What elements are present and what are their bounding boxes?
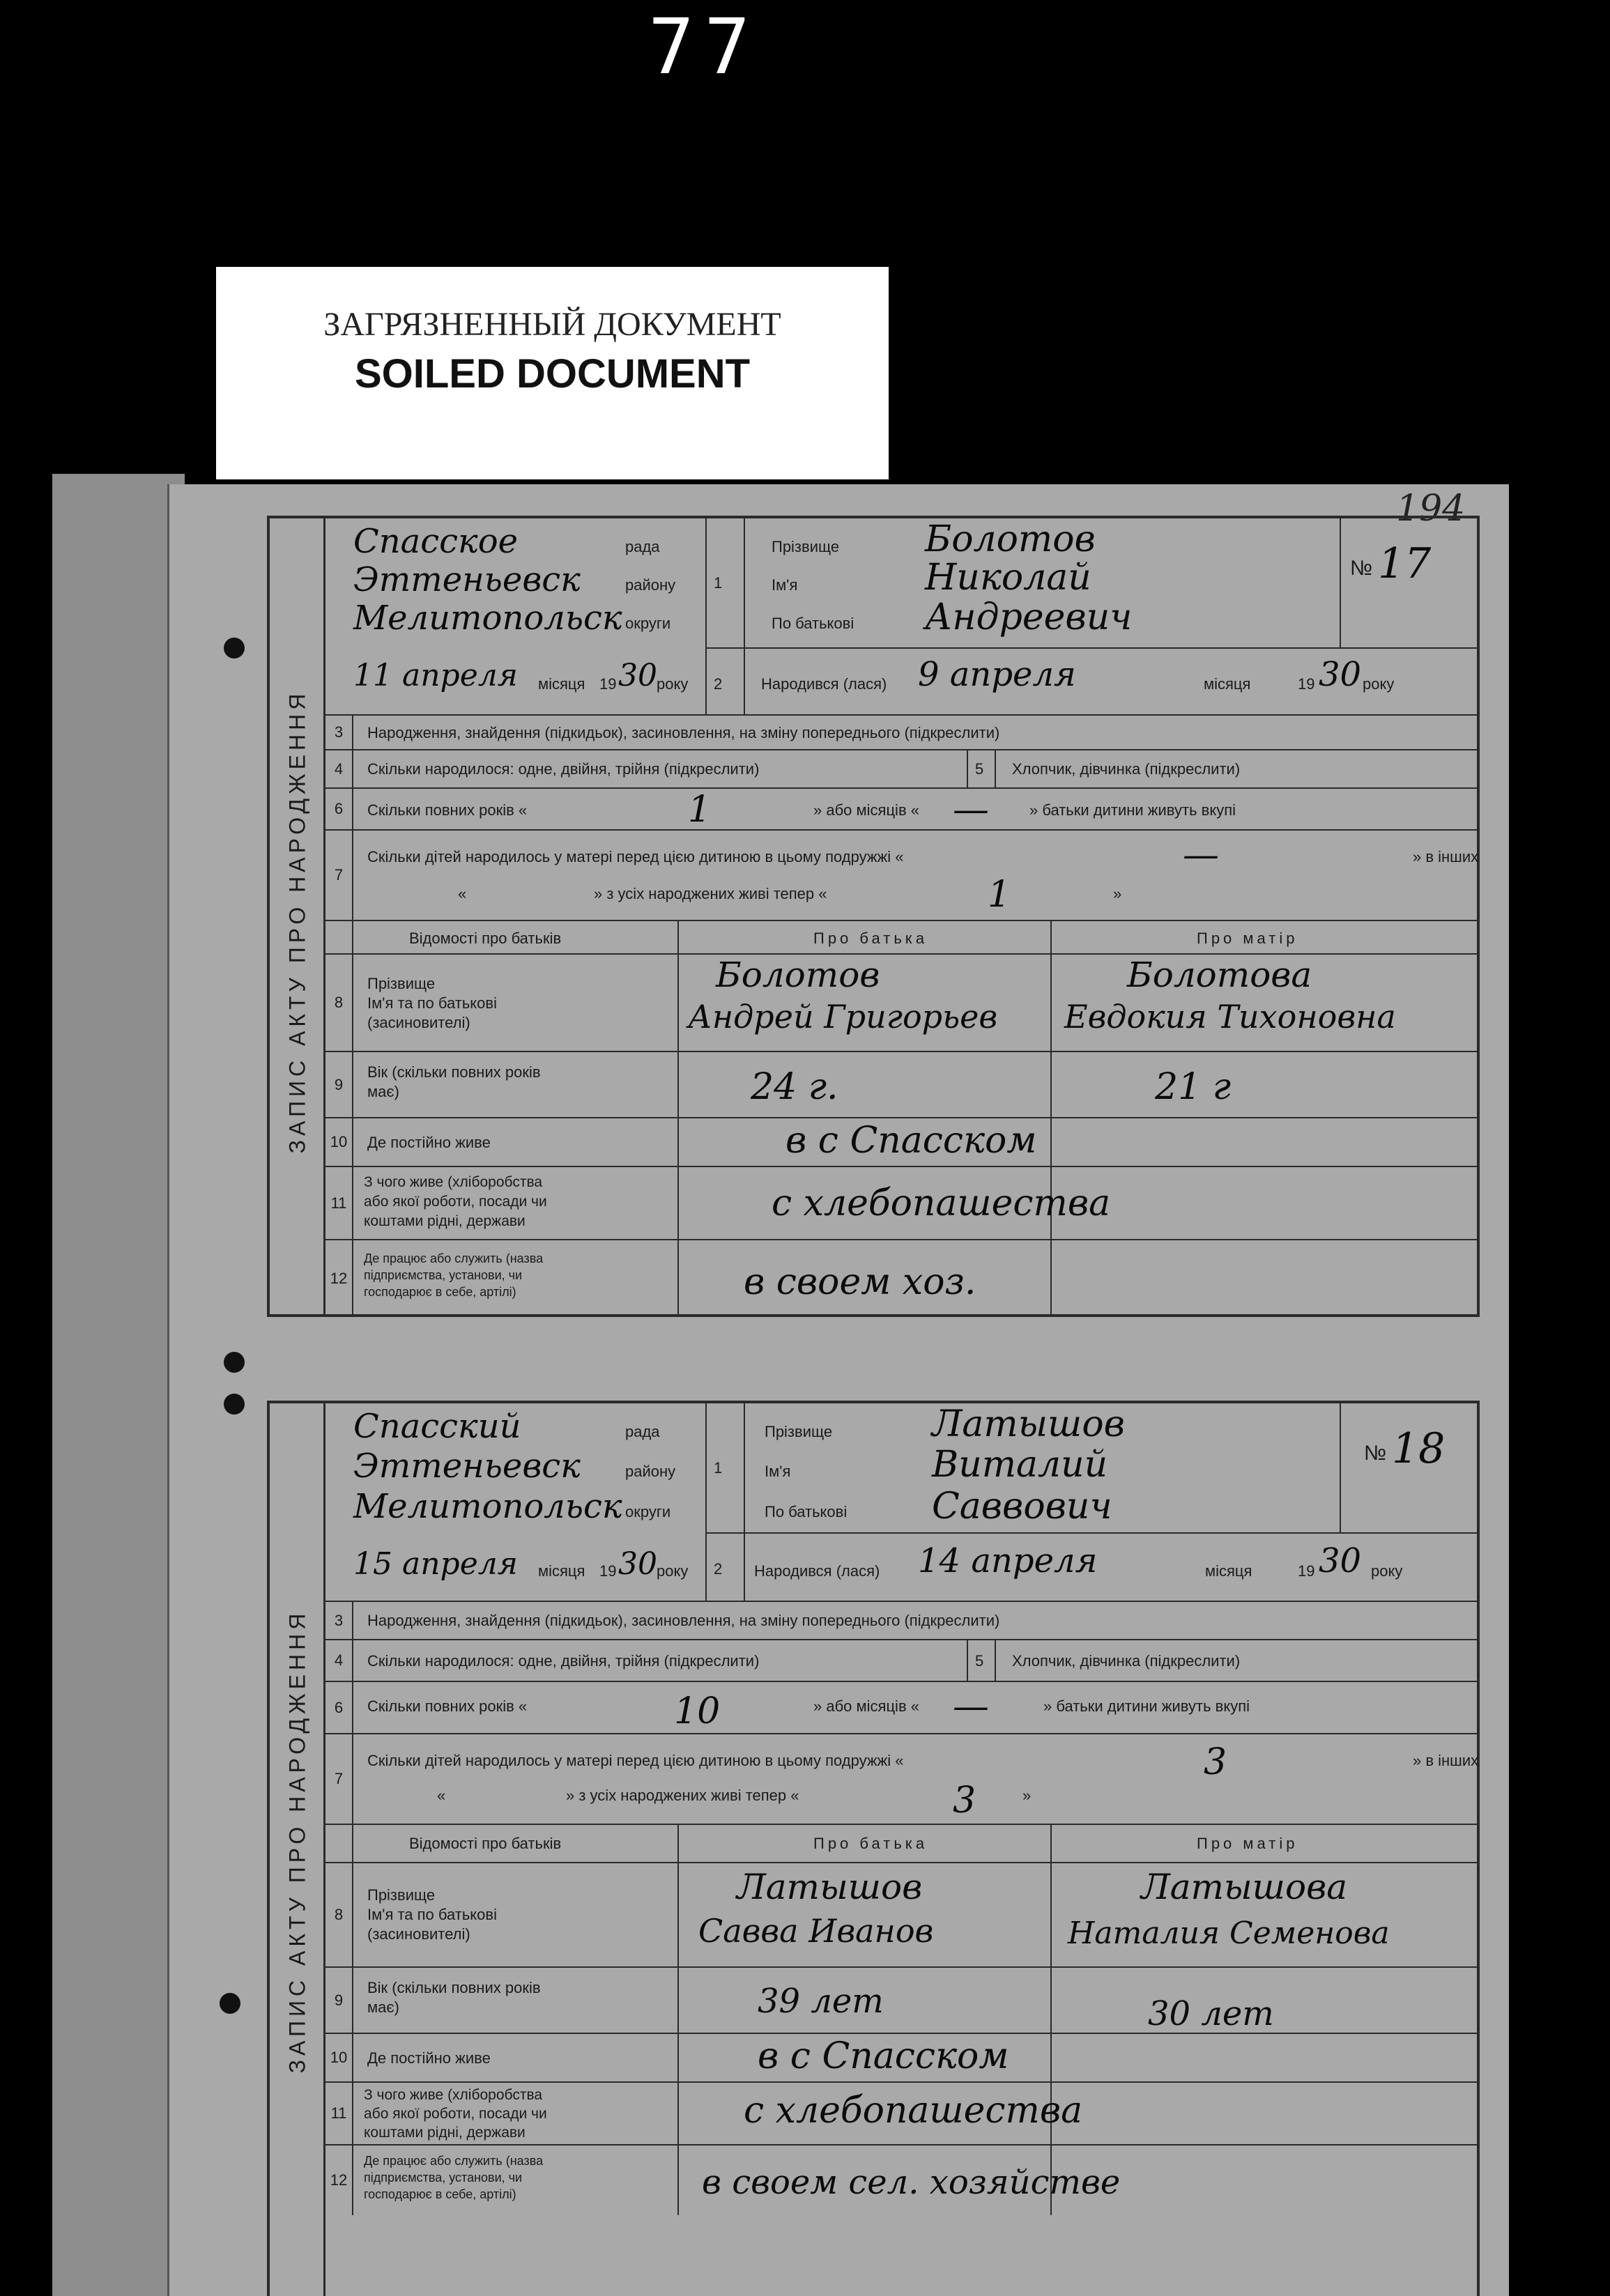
form-label: » батьки дитини живуть вкупі — [1029, 801, 1236, 819]
form-label: 11 — [325, 2083, 353, 2144]
punch-hole — [220, 1993, 240, 2014]
row-6 — [325, 789, 1477, 831]
row-11 — [325, 1167, 1477, 1240]
year-prefix: 19 — [599, 675, 617, 693]
punch-hole — [224, 638, 245, 658]
form-label: Де працює або служить (назва підприємства, установи, чи господарює в себе, артілі) — [364, 2154, 544, 2201]
children-before: 3 — [1204, 1741, 1227, 1783]
form-label: » з усіх народжених живі тепер « — [566, 1787, 799, 1804]
father-name: Андрей Григорьев — [688, 998, 998, 1035]
table-divider — [677, 1167, 679, 1239]
table-divider — [1050, 921, 1052, 953]
birth-year: 30 — [1319, 1541, 1362, 1580]
form-label: Про батька — [813, 930, 928, 947]
form-label: » в інших — [1413, 1752, 1479, 1769]
punch-hole — [224, 1352, 245, 1373]
mother-name: Евдокия Тихоновна — [1064, 998, 1396, 1035]
record-number: 17 — [1378, 539, 1432, 588]
form-label: Вік (скільки повних років має) — [367, 1063, 541, 1100]
table-divider — [1050, 1240, 1052, 1317]
adjacent-page-edge — [52, 474, 185, 2296]
form-label: 3 — [325, 716, 353, 749]
form-label: З чого живе (хліборобства або якої роботи, посади чи коштами рідні, держави — [364, 2087, 547, 2141]
form-label: Де постійно живе — [367, 2049, 491, 2067]
form-label: 8 — [325, 1863, 353, 1966]
patronymic-label: По батькові — [772, 615, 854, 632]
born-label: Народився (лася) — [761, 675, 887, 693]
rada-value: Спасский — [353, 1407, 521, 1446]
register-page — [167, 484, 1509, 2296]
mother-surname: Латышова — [1141, 1867, 1348, 1907]
rada-value: Спасское — [353, 522, 518, 561]
soiled-document-label — [216, 267, 889, 479]
form-label: 8 — [325, 955, 353, 1051]
form-label: Де постійно живе — [367, 1134, 491, 1151]
table-divider — [677, 1968, 679, 2033]
form-label: Вік (скільки повних років має) — [367, 1979, 541, 2016]
row-4-5 — [325, 1640, 1477, 1682]
children-alive: 1 — [988, 874, 1011, 916]
form-label: 10 — [325, 2034, 353, 2081]
birth-date: 14 апреля — [918, 1541, 1098, 1580]
form-label: Хлопчик, дівчинка (підкреслити) — [1012, 1652, 1241, 1670]
form-label: Скільки дітей народилось у матері перед цією дитиною в цьому подружжі « — [367, 1752, 904, 1769]
form-label — [325, 921, 353, 953]
rayon-label: району — [625, 1463, 676, 1480]
children-before: — — [1183, 834, 1219, 876]
months-together: — — [953, 789, 989, 831]
name-label: Ім'я — [772, 576, 798, 594]
work-place: в своем сел. хозяйстве — [702, 2163, 1121, 2202]
row-number: 2 — [714, 1560, 723, 1578]
table-divider — [677, 1825, 679, 1862]
children-alive: 3 — [953, 1780, 976, 1821]
row-7 — [325, 1734, 1477, 1825]
form-label: 5 — [975, 1652, 984, 1670]
table-divider — [744, 518, 745, 714]
form-label: « — [458, 885, 467, 902]
row-9 — [325, 1968, 1477, 2034]
form-label: Хлопчик, дівчинка (підкреслити) — [1012, 760, 1241, 778]
years-together: 1 — [688, 789, 712, 831]
child-patronymic: Андреевич — [925, 596, 1133, 638]
rayon-value: Эттеньевск — [353, 560, 581, 599]
father-surname: Латышов — [737, 1867, 923, 1907]
father-age: 24 г. — [751, 1066, 838, 1108]
table-divider — [1050, 1052, 1052, 1117]
rayon-value: Эттеньевск — [353, 1447, 581, 1486]
form-label: « — [437, 1787, 446, 1804]
row-3 — [325, 1602, 1477, 1640]
child-name: Виталий — [932, 1444, 1108, 1486]
father-age: 39 лет — [758, 1982, 884, 2021]
form-label: » в інших — [1413, 848, 1479, 865]
form-label: Народження, знайдення (підкидьок), засиновлення, на зміну попереднього (підкреслити) — [367, 1612, 1000, 1629]
birth-record — [267, 516, 1480, 1317]
form-label: Про матір — [1197, 930, 1298, 947]
row-10 — [325, 2034, 1477, 2083]
form-label: Прізвище Ім'я та по батькові (засиновителі) — [367, 1886, 497, 1943]
form-label: 4 — [325, 750, 353, 787]
soiled-label-en: SOILED DOCUMENT — [354, 351, 751, 396]
row-4-5 — [325, 750, 1477, 789]
residence: в с Спасском — [785, 1120, 1037, 1162]
registration-date: 11 апреля — [353, 658, 518, 693]
form-label: » або місяців « — [813, 801, 919, 819]
punch-hole — [224, 1394, 245, 1415]
okrug-value: Мелитопольск — [353, 599, 622, 638]
record-side-title: ЗАПИС АКТУ ПРО НАРОДЖЕННЯ — [270, 518, 325, 1314]
table-divider — [1050, 1118, 1052, 1166]
soiled-label-ru: ЗАГРЯЗНЕННЫЙ ДОКУМЕНТ — [323, 306, 781, 343]
table-divider — [677, 2145, 679, 2215]
row-12 — [325, 1240, 1477, 1317]
form-label: 12 — [325, 2145, 353, 2215]
father-name: Савва Иванов — [698, 1912, 934, 1950]
table-divider — [677, 921, 679, 953]
form-label: » або місяців « — [813, 1697, 919, 1715]
surname-label: Прізвище — [765, 1423, 833, 1440]
page-number: 194 — [1396, 488, 1466, 530]
name-label: Ім'я — [765, 1463, 791, 1480]
row-number: 1 — [714, 1459, 723, 1477]
born-label: Народився (лася) — [754, 1562, 880, 1580]
year-prefix: 19 — [1298, 1562, 1315, 1580]
form-label: 10 — [325, 1118, 353, 1166]
month-label: місяця — [1204, 675, 1251, 693]
table-divider — [705, 1403, 707, 1601]
row-12 — [325, 2145, 1477, 2215]
month-label: місяця — [538, 675, 585, 693]
table-divider — [967, 750, 968, 787]
table-divider — [677, 1052, 679, 1117]
row-8 — [325, 1863, 1477, 1968]
form-label: » — [1022, 1787, 1032, 1804]
livelihood: с хлебопашества — [772, 1182, 1111, 1224]
form-label: 5 — [975, 760, 984, 778]
table-divider — [967, 1640, 968, 1681]
child-surname: Болотов — [925, 518, 1096, 560]
form-label: » батьки дитини живуть вкупі — [1043, 1697, 1250, 1715]
table-divider — [1340, 1403, 1341, 1532]
form-label: Скільки повних років « — [367, 801, 528, 819]
row-7 — [325, 831, 1477, 921]
form-label: Про матір — [1197, 1835, 1298, 1852]
year-suffix: року — [1371, 1562, 1403, 1580]
form-label: З чого живе (хліборобства або якої роботи, посади чи коштами рідні, держави — [364, 1174, 547, 1229]
form-label: Відомості про батьків — [409, 930, 562, 947]
birth-year: 30 — [1319, 655, 1362, 694]
form-label: Скільки повних років « — [367, 1697, 528, 1715]
mother-name: Наталия Семенова — [1068, 1916, 1390, 1951]
row-number: 1 — [714, 574, 723, 592]
okrug-label: округи — [625, 615, 671, 632]
father-surname: Болотов — [716, 955, 880, 995]
form-label: 7 — [325, 831, 353, 920]
table-divider — [1050, 1968, 1052, 2033]
mother-age: 30 лет — [1148, 1994, 1274, 2033]
mother-age: 21 г — [1155, 1066, 1231, 1108]
table-divider — [1050, 1825, 1052, 1862]
rada-label: рада — [625, 538, 660, 555]
year-prefix: 19 — [599, 1562, 617, 1580]
rada-label: рада — [625, 1423, 660, 1440]
patronymic-label: По батькові — [765, 1503, 848, 1520]
record-header — [325, 1403, 1477, 1602]
livelihood: с хлебопашества — [744, 2090, 1083, 2132]
child-name: Николай — [925, 557, 1091, 599]
row-8 — [325, 955, 1477, 1052]
child-patronymic: Саввович — [932, 1486, 1112, 1527]
record-number-label: № — [1364, 1442, 1387, 1465]
form-label: » з усіх народжених живі тепер « — [594, 885, 827, 902]
form-label: Відомості про батьків — [409, 1835, 562, 1852]
row-3 — [325, 716, 1477, 750]
surname-label: Прізвище — [772, 538, 840, 555]
table-divider — [1050, 955, 1052, 1051]
table-divider — [1050, 2034, 1052, 2081]
table-divider — [744, 1403, 745, 1601]
child-surname: Латышов — [932, 1403, 1125, 1445]
parents-header — [325, 921, 1477, 955]
table-divider — [677, 2083, 679, 2144]
month-label: місяця — [538, 1562, 585, 1580]
registration-date: 15 апреля — [353, 1546, 518, 1582]
table-divider — [995, 1640, 996, 1681]
form-label: 12 — [325, 1240, 353, 1317]
row-6 — [325, 1682, 1477, 1734]
okrug-label: округи — [625, 1503, 671, 1520]
form-label: Народження, знайдення (підкидьок), засиновлення, на зміну попереднього (підкреслити) — [367, 724, 1000, 741]
record-number: 18 — [1392, 1424, 1446, 1473]
table-divider — [677, 1240, 679, 1317]
form-label: » — [1113, 885, 1122, 902]
form-label: 4 — [325, 1640, 353, 1681]
table-divider — [995, 750, 996, 787]
frame-number: 77 — [648, 2, 760, 91]
form-label: 9 — [325, 1968, 353, 2033]
years-together: 10 — [674, 1690, 721, 1732]
row-number: 2 — [714, 675, 723, 693]
table-divider — [705, 518, 707, 714]
table-divider — [677, 955, 679, 1051]
birth-record — [267, 1401, 1480, 2296]
row-10 — [325, 1118, 1477, 1167]
form-label: 6 — [325, 1682, 353, 1733]
registration-year: 30 — [618, 658, 657, 693]
record-number-label: № — [1350, 557, 1373, 580]
birth-date: 9 апреля — [918, 655, 1076, 694]
okrug-value: Мелитопольск — [353, 1487, 622, 1526]
form-label: 6 — [325, 789, 353, 829]
table-divider — [677, 1863, 679, 1966]
table-divider — [1340, 518, 1341, 647]
months-together: — — [953, 1686, 989, 1727]
form-label: 3 — [325, 1602, 353, 1639]
form-label: Скільки народилося: одне, двійня, трійня (підкреслити) — [367, 760, 760, 778]
year-suffix: року — [657, 1562, 689, 1580]
table-divider — [677, 1118, 679, 1166]
year-suffix: року — [1363, 675, 1395, 693]
form-label: Скільки дітей народилось у матері перед цією дитиною в цьому подружжі « — [367, 848, 904, 865]
record-header — [325, 518, 1477, 716]
row-11 — [325, 2083, 1477, 2145]
form-label: Прізвище Ім'я та по батькові (засиновителі) — [367, 975, 497, 1031]
registration-year: 30 — [618, 1546, 657, 1582]
parents-header — [325, 1825, 1477, 1863]
form-label: Де працює або служить (назва підприємства, установи, чи господарює в себе, артілі) — [364, 1251, 544, 1299]
work-place: в своем хоз. — [744, 1261, 976, 1303]
table-divider — [1050, 1863, 1052, 1966]
form-label: 11 — [325, 1167, 353, 1239]
form-label: Скільки народилося: одне, двійня, трійня (підкреслити) — [367, 1652, 760, 1670]
form-label: 9 — [325, 1052, 353, 1117]
form-label: Про батька — [813, 1835, 928, 1852]
row-9 — [325, 1052, 1477, 1118]
year-suffix: року — [657, 675, 689, 693]
month-label: місяця — [1205, 1562, 1252, 1580]
rayon-label: району — [625, 576, 676, 594]
form-label: 7 — [325, 1734, 353, 1824]
residence: в с Спасском — [758, 2035, 1009, 2077]
mother-surname: Болотова — [1127, 955, 1312, 995]
table-divider — [677, 2034, 679, 2081]
year-prefix: 19 — [1298, 675, 1315, 693]
record-side-title: ЗАПИС АКТУ ПРО НАРОДЖЕННЯ — [270, 1403, 325, 2296]
form-label — [325, 1825, 353, 1862]
